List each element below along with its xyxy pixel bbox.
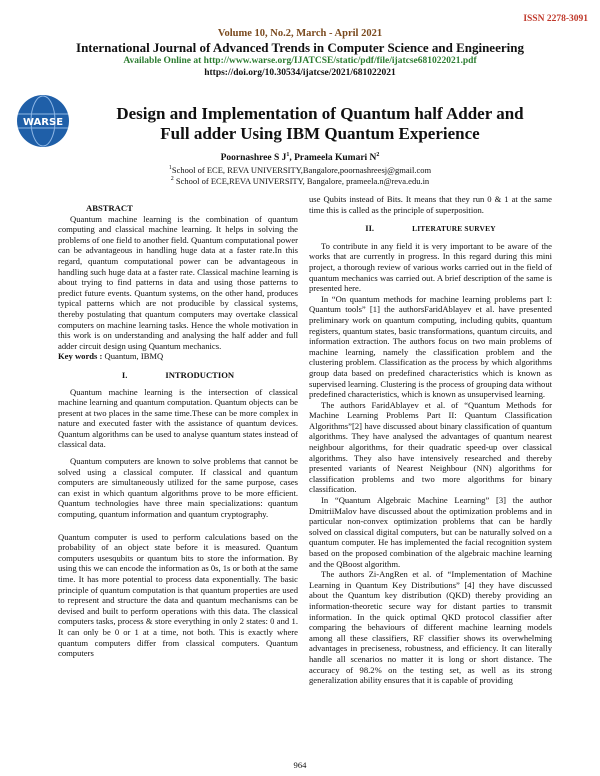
affil-2-sup: 2 [170,176,174,183]
abstract-heading: ABSTRACT [86,203,133,213]
journal-title: International Journal of Advanced Trends in Computer Science and Engineering [76,40,524,55]
lit-paragraph-4: In “Quantum Algebraic Machine Learning” [3] the author DmitriiMalov have discussed about the optimization problems and in particular non-convex optimization problems that can be hardly solved on classical digital computers, but can be naturally solved on a quantum computer. He has implemented the facial recognition system based on the proposed combination of the algebraic machine learning and the QBoost algorithm. [309,495,552,569]
keywords-label: Key words : [58,351,105,362]
title-line-1: Design and Implementation of Quantum half Adder and [116,104,524,123]
intro-number: I. [121,369,128,380]
author-1: Poornashree S J [220,153,287,164]
author-2: Prameela Kumari N [294,153,377,164]
section-literature-heading [309,223,552,235]
affil-2-text: School of ECE,REVA UNIVERSITY, Bangalore, prameela.n@reva.edu.in [173,176,430,186]
issn-label: ISSN 2278-3091 [523,14,588,24]
lit-paragraph-2: In “On quantum methods for machine learning problems part I: Quantum tools” [1] the authorsFaridAblayev et al. have presented preliminary work on quantum computing, including qubits, quantum registers, quantum states, basic transformations, quantum circuits, and information extraction. The authors focus on two main problems of machine learning, namely the classification problem and the clustering problem. Classification as the process by which algorithms group data based on predefined characteristics which is known as supervised learning. Clustering is the process of grouping data without predefined characteristics, which is known as unsupervised learning. [309,293,552,400]
online-url[interactable]: Available Online at http://www.warse.org/IJATCSE/static/pdf/file/ijatcse681022021.pdf [123,56,477,66]
doi-link[interactable]: https://doi.org/10.30534/ijatcse/2021/681022021 [204,68,396,78]
intro-paragraph-2: Quantum computers are known to solve problems that cannot be solved using a classical computer. If classical and quantum computers are simultaneously utilized for the same purpose, cases can exist in which quantum algorithms prove to be more efficient. Quantum technologies have three main specializations: quantum computing, quantum information and quantum cryptography. [58,456,298,520]
affil-1-text: School of ECE, REVA UNIVERSITY,Bangalore,poornashreesj@gmail.com [171,165,432,175]
intro-paragraph-1: Quantum machine learning is the intersection of classical machine learning and quantum computation. Quantum objects can be present at two places in the same time.These can be more complex in nature and executed faster with the assistance of quantum devices. Quantum algorithms can be used to analyse quantum states instead of classical data. [58,386,298,450]
author-list [0,152,600,163]
lit-number: II. [365,223,375,234]
affil-1-sup: 1 [168,165,172,172]
intro-paragraph-3: Quantum computer is used to perform calculations based on the probability of an object state before it is measured. Quantum computers usesqubits or quantum bits to store the information. By using this we can encode the information as 0s, 1s or both at the same time. It has more potential to process data exponentially. The basic principle of quantum computation is that quantum properties are used to represent and structure the data and quantum mechanisms can be devised and built to perform operations with this data. The classical computers tasks, process & store everything in only 2 states: 0 and 1. It can only be 0 or 1 at a time, not both. This is exactly where quantum computers differ from classical computers. Quantum computers [58,531,298,659]
left-column [58,203,298,659]
lit-title: LITERATURE SURVEY [412,224,496,234]
lit-paragraph-3: The authors FaridAblayev et al. of “Quantum Methods for Machine Learning Problems Part II: Quantum Classification Algorithms”[2] have discussed about binary classification of quantum algorithms. They have analysed the advantages of quantum nearest neighbour algorithms, for their quadratic speed-up over classical algorithms. They also have intensively researched and thereby presented variants of Nearest Neighbour (NN) algorithms for classification problems and two more algorithms for binary classification. [309,399,552,495]
author-2-sup: 2 [376,152,380,158]
warse-logo [16,94,70,148]
intro-title: INTRODUCTION [165,369,235,380]
section-intro-heading [58,370,298,381]
logo-text: WARSE [22,117,64,128]
lit-paragraph-1: To contribute in any field it is very important to be aware of the works that are currently in progress. In this regard during this mini project, a thorough review of various works carried out in the field of quantum mechanics was carried out. A brief description of the same is presented here. [309,240,552,294]
keywords-value: Quantum, IBMQ [104,351,164,362]
volume-line: Volume 10, No.2, March - April 2021 [217,28,383,39]
lit-paragraph-5: The authors Zi-AngRen et al. of “Implementation of Machine Learning in Quantum Key Distributions” [4] they have discussed about the Quantum key distribution (QKD) thereby providing an information-theoretic secure way for distant parties to transmit information. In the quick optimal QKD protocol classifier after comparing the behaviours of different machine learning models among all these classifiers, RF classifier shows its overwhelming advantages in preciseness, robustness, and efficiency. It can literally handle all scenarios no matter it is long or short distance. The accuracy of 98.2% on the testing set, as well as its strong generalization ability ensures that it is capable of providing [309,569,552,686]
affiliation-2 [0,176,600,186]
title-line-2: Full adder Using IBM Quantum Experience [160,124,480,143]
right-column [309,194,552,686]
author-separator: , [289,153,295,164]
author-1-sup: 1 [286,152,290,158]
paper-title [70,104,570,144]
keywords [58,351,298,362]
abstract-text: Quantum machine learning is the combination of quantum computing and classical machine learning. It helps in solving the problems of one field to another field. Quantum computational power can be advantageous in handling huge data at a faster rate.In this regard, quantum computational power can be advantageous in handling such huge data at a faster rate. Classical machine learning is about trying to find patterns in data and using those patterns to predict future events. Quantum systems, on the other hand, produces typical patterns which are not producible by classical systems, thereby postulating that quantum computers may overtake classical computers on machine learning tasks. Hence the whole motivation in this work is on understanding and analysing the half adder and full adder circuit design using Quantum mechanics. [58,213,298,351]
page-number: 964 [293,760,307,770]
affiliation-1 [0,165,600,175]
continuation-text: use Qubits instead of Bits. It means that they run 0 & 1 at the same time this is called as the principle of superposition. [309,194,552,215]
